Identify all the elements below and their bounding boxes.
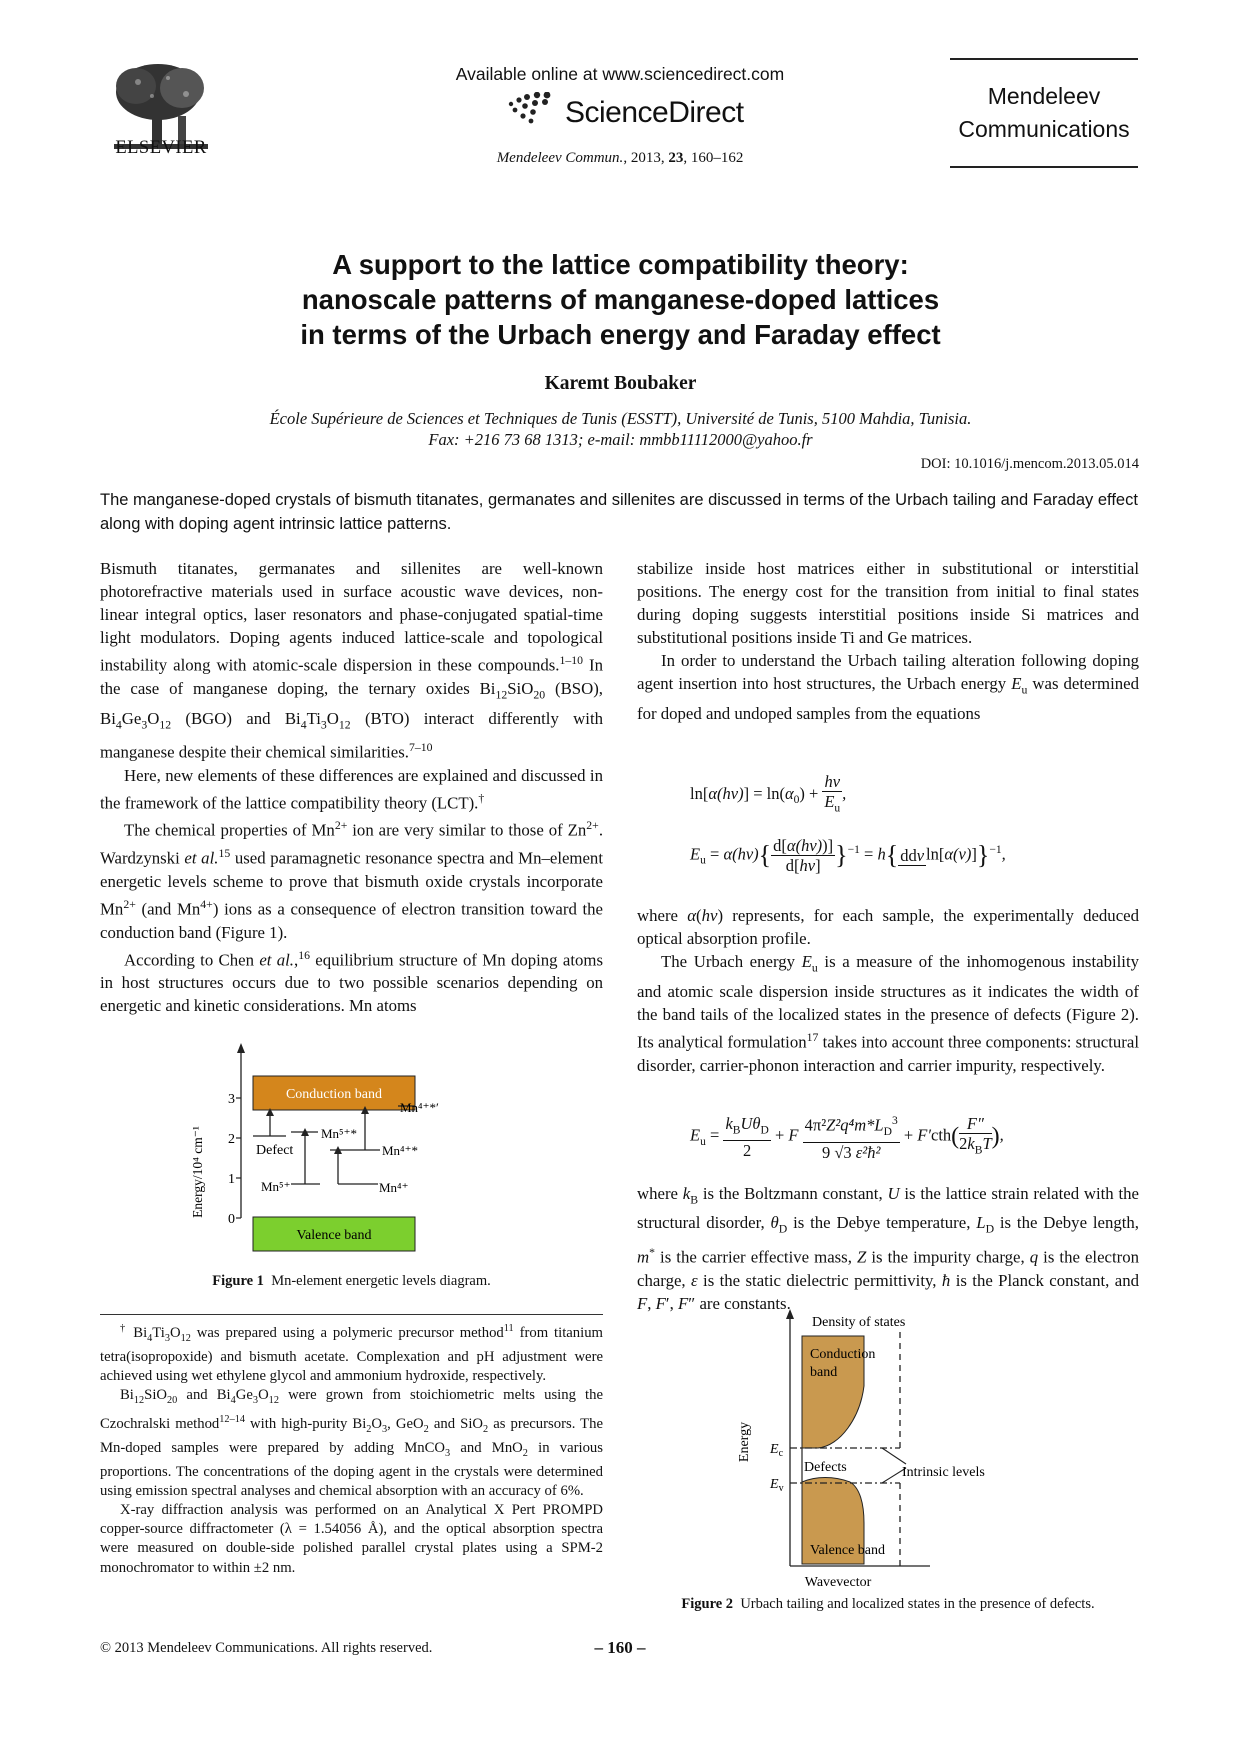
citation-line <box>400 150 840 167</box>
page-number: – 160 – <box>594 1638 646 1657</box>
figure-1-ylabel: Energy/10⁴ cm⁻¹ <box>190 1126 205 1218</box>
p3-text-e: (and Mn <box>135 899 201 919</box>
c2-paragraph-1: stabilize inside host matrices either in substitutional or interstitial positions. The energy cost for the transition from initial to final states during doping suggests interstitial positions inside Si matrices and substitutional positions inside Ti and Ge matrices. <box>637 559 1139 648</box>
c2-p5-text-f: is the carrier effective mass, <box>655 1247 857 1267</box>
c2-paragraph-5: where $k_B$ is the Boltzmann constant, U is the lattice strain related with the structural disorder, $\theta_D$ is the Debye temperature, $L_D$ is the Debye length, m* is the carrier effective mass, Z is the impurity charge, q is the electron charge, ε is the static dielectric permittivity, ħ is the Planck constant, and F, F′, F″ are constants. <box>637 1184 1140 1313</box>
column-left <box>100 557 603 1018</box>
citation-pages: , 160–162 <box>683 150 744 166</box>
column-right-top <box>637 557 1139 725</box>
c2-p5-text-b: is the Boltzmann constant, <box>698 1184 888 1203</box>
equation-3: $E_u$ = $\frac{k_BU\theta_D}{2}$ + F $\frac{4\pi^2Z^2q^4m*L_D^3}{\text{9 √3 ε²ħ²}}$ + F′cth( $\frac{F''}{2k_BT}$ ), <box>690 1113 1004 1162</box>
conduction-band-label: Conduction band <box>285 1087 383 1102</box>
intrinsic-levels-label: Intrinsic levels <box>902 1465 985 1480</box>
equation-2: $E_u = \alpha(h\nu)${ $\frac{d[\alpha(h\nu))]}{d[h\nu]}$ }$^{-1}$ = h{ ddν ln[α(ν)]}$^{-1}$, <box>690 836 1006 875</box>
c2-p4-ref[interactable]: 17 <box>806 1030 819 1044</box>
sciencedirect-logo[interactable] <box>505 92 744 134</box>
c2-p4-text-c: takes into account three components: structural disorder, carrier-phonon interaction and carrier impurity, respectively. <box>637 1032 1140 1075</box>
figure-2-caption-text: Urbach tailing and localized states in the presence of defects. <box>740 1596 1095 1612</box>
affiliation-line-1: École Supérieure de Sciences et Techniques de Tunis (ESSTT), Université de Tunis, 5100 Mahdia, Tunisia. <box>269 409 972 428</box>
article-title <box>150 247 1091 352</box>
c2-p5-text-i: is the static dielectric permittivity, <box>697 1270 942 1290</box>
citation-volume: 23 <box>668 150 684 166</box>
figure-1-caption-label: Figure 1 <box>212 1273 264 1289</box>
tick-1: 1 <box>228 1172 235 1187</box>
paragraph-4: According to Chen et al.,$^{16}$ equilibrium structure of Mn doping atoms in host structures occurs due to two possible scenarios depending on energetic and kinetic considerations. Mn atoms <box>100 948 603 1016</box>
fn2-ref[interactable]: 12–14 <box>219 1414 245 1426</box>
sciencedirect-dots-icon <box>505 92 561 128</box>
figure-2-ylabel: Energy <box>737 1421 752 1463</box>
p4-text-b: equilibrium structure of Mn doping atoms in host structures occurs due to two possible scenarios depending on energetic and kinetic considerations. Mn atoms <box>100 950 603 1016</box>
valence-band-label: Valence band <box>810 1543 886 1558</box>
c2-paragraph-2: In order to understand the Urbach tailing alteration following doping agent insertion into host structures, the Urbach energy $E_u$ was determined for doped and undoped samples from the equations <box>637 651 1139 723</box>
p3-text-b: ion are very similar to those of Zn <box>347 821 587 841</box>
publisher-name: ELSEVIER <box>115 138 207 158</box>
column-right-bottom <box>637 1182 1139 1315</box>
tick-0: 0 <box>228 1212 235 1227</box>
p3-ref[interactable]: 15 <box>218 847 231 861</box>
ec-label: $E_c$ <box>770 1442 784 1459</box>
footnote-rule <box>100 1314 603 1315</box>
paragraph-3: The chemical properties of $Mn^{2+}$ ion are very similar to those of $Zn^{2+}$. Wardzynski et al.$^{15}$ used paramagnetic resonance spectra and Mn–element energetic levels scheme to prove that bismuth oxide crystals incorporate $Mn^{2+}$ (and $Mn^{4+}$) ions as a consequence of electron transition toward the conduction band (Figure 1). <box>100 819 604 942</box>
valence-band-label: Valence band <box>296 1228 372 1243</box>
c2-p5-text-c: is the lattice strain related with the structural disorder, <box>637 1184 1139 1233</box>
figure-1-caption <box>100 1273 603 1290</box>
citation-year: , 2013, <box>623 150 669 166</box>
c2-paragraph-4: The Urbach energy $E_u$ is a measure of the inhomogenous instability and atomic scale dispersion inside structures as it indicates the width of the band tails of the localized states in the presence of defects (Figure 2). Its analytical formulation$^{17}$ takes into account three components: structural disorder, carrier-phonon interaction and carrier impurity, respectively. <box>637 952 1140 1075</box>
c2-p2-text-b: was determined for doped and undoped samples from the equations <box>637 674 1139 723</box>
c2-p5-text-e: is the Debye length, <box>994 1213 1139 1233</box>
c2-p5-text-k: are constants. <box>695 1293 791 1313</box>
p3-text-d: used paramagnetic resonance spectra and Mn–element energetic levels scheme to prove that bismuth oxide crystals incorporate Mn <box>100 848 603 919</box>
footnote-1: † $Bi_4Ti_3O_{12}$ was prepared using a polymeric precursor method$^{11}$ from titanium tetra(isopropoxide) and bismuth acetate. Complexation and pH adjustment were achieved using wet ethylene glycol and ammonium hydroxide, respectively. <box>100 1323 603 1385</box>
figure-2-diagram <box>730 1308 1050 1590</box>
tick-2: 2 <box>228 1132 235 1147</box>
p4-text-a: According to Chen <box>124 950 260 970</box>
c2-paragraph-3: where α(hν) represents, for each sample, the experimentally deduced optical absorption profile. <box>637 906 1139 949</box>
available-online[interactable]: Available online at www.sciencedirect.com <box>455 64 785 84</box>
mn4-label: Mn⁴⁺ <box>379 1180 409 1195</box>
journal-name-line1: Mendeleev <box>987 83 1101 109</box>
abstract: The manganese-doped crystals of bismuth titanates, germanates and sillenites are discussed in terms of the Urbach tailing and Faraday effect along with doping agent intrinsic lattice patterns. <box>100 491 1138 533</box>
footnote-3: X-ray diffraction analysis was performed on an Analytical X Pert PROMPD copper-source diffractometer (λ = 1.54056 Å), and the optical absorption spectra were measured on double-side polished parallel crystal plates using a SPM-2 monochromator to within ±2 nm. <box>100 1502 603 1576</box>
c2-p5-text-a: where <box>637 1184 683 1203</box>
p3-text-f: ) ions as a consequence of electron transition toward the conduction band (Figure 1). <box>100 899 603 942</box>
figure-1-caption-text: Mn-element energetic levels diagram. <box>271 1273 491 1289</box>
fn1-text-c: from titanium tetra(isopropoxide) and bismuth acetate. Complexation and pH adjustment were achieved using wet ethylene glycol and ammonium hydroxide, respectively. <box>100 1324 603 1385</box>
defects-label: Defects <box>804 1460 847 1475</box>
fn2-text-c: as precursors. The Mn-doped samples were prepared by adding MnCO <box>100 1416 604 1457</box>
fn1-ref[interactable]: 11 <box>503 1323 514 1334</box>
title-line-3: in terms of the Urbach energy and Faraday effect <box>300 319 941 350</box>
p1-ref2[interactable]: 7–10 <box>408 740 433 754</box>
c2-p4-text-b: is a measure of the inhomogenous instability and atomic scale dispersion inside structures as it indicates the width of the band tails of the localized states in the presence of defects (Figure 2). Its analytical formulation <box>637 952 1140 1052</box>
ev-label: $E_v$ <box>770 1477 784 1494</box>
p4-etal: et al. <box>259 950 295 970</box>
affiliation-line-2[interactable]: Fax: +216 73 68 1313; e-mail: mmbb11112000@yahoo.fr <box>428 430 813 449</box>
journal-name-line2: Communications <box>958 116 1130 142</box>
p3-text-a: The chemical properties of Mn <box>124 821 335 841</box>
fn2-text-b: with high-purity Bi <box>244 1416 367 1433</box>
conduction-band-label-1: Conduction <box>810 1347 876 1362</box>
figure-1 <box>190 1042 480 1257</box>
defect-label: Defect <box>256 1143 294 1158</box>
c2-p5-text-g: is the impurity charge, <box>866 1247 1030 1267</box>
c2-p2-text-a: In order to understand the Urbach tailing alteration following doping agent insertion into host structures, the Urbach energy <box>637 651 1139 694</box>
c2-p5-text-j: is the Planck constant, and <box>950 1270 1139 1290</box>
paragraph-2 <box>100 764 603 815</box>
p3-etal: et al. <box>184 848 219 868</box>
c2-p3-text-a: where <box>637 906 688 925</box>
figure-2-caption-label: Figure 2 <box>681 1596 734 1612</box>
p2-text: Here, new elements of these differences are explained and discussed in the framework of the lattice compatibility theory (LCT). <box>100 765 603 813</box>
fn1-text-b: was prepared using a polymeric precursor method <box>190 1324 504 1341</box>
c2-p5-text-h: is the electron charge, <box>637 1247 1140 1290</box>
figure-1-diagram <box>190 1042 480 1257</box>
fn2-text-d: in various proportions. The concentrations of the doping agent in the crystals were determined using emission spectral analyses and chemical absorption with an accuracy of 6%. <box>100 1440 603 1500</box>
mn5-label: Mn⁵⁺ <box>261 1179 291 1194</box>
p4-ref[interactable]: 16 <box>298 948 310 962</box>
dagger-ref[interactable]: † <box>478 791 485 805</box>
sciencedirect-wordmark: ScienceDirect <box>565 96 744 129</box>
fn2-text-a: were grown from stoichiometric melts using the Czochralski method <box>100 1387 603 1433</box>
author-name: Karemt Boubaker <box>544 373 697 394</box>
title-line-1: A support to the lattice compatibility theory: <box>332 249 909 280</box>
figure-2-caption <box>637 1596 1139 1613</box>
mn4-star-prime-label: Mn⁴⁺*′ <box>400 1100 439 1115</box>
p1-ref[interactable]: 1–10 <box>559 654 583 668</box>
p1-text-c: (BTO) interact differently with manganese despite their chemical similarities. <box>100 708 604 762</box>
c2-p4-text-a: The Urbach energy <box>661 952 802 972</box>
p3-text-c: . Wardzynski <box>100 821 604 868</box>
elsevier-logo <box>108 58 214 176</box>
equation-1: $\ln[\alpha(h\nu)] = \ln(\alpha_0)$ + $\frac{h\nu}{E_u}$ , <box>690 772 847 815</box>
mn4-star-label: Mn⁴⁺* <box>382 1143 418 1158</box>
footnote-2: $Bi_{12}SiO_{20}$ and $Bi_4Ge_3O_{12}$ were grown from stoichiometric melts using the Czochralski method$^{12-14}$ with high-purity $Bi_2O_3$, GeO$_2$ and SiO$_2$ as precursors. The Mn-doped samples were prepared by adding MnCO$_3$ and MnO$_2$ in various proportions. The concentrations of the doping agent in the crystals were determined using emission spectral analyses and chemical absorption with an accuracy of 6%. <box>100 1387 604 1500</box>
journal-name-box <box>950 58 1138 168</box>
figure-2-xlabel: Wavevector <box>804 1575 872 1590</box>
figure-2-title: Density of states <box>812 1315 906 1330</box>
figure-2 <box>730 1308 1050 1590</box>
column-right-middle <box>637 904 1139 1077</box>
citation-journal: Mendeleev Commun. <box>496 150 624 166</box>
tick-3: 3 <box>228 1092 235 1107</box>
affiliation <box>160 408 1081 450</box>
doi[interactable]: DOI: 10.1016/j.mencom.2013.05.014 <box>920 456 1139 472</box>
mn5-star-label: Mn⁵⁺* <box>321 1126 357 1141</box>
conduction-band-label-2: band <box>810 1365 838 1380</box>
copyright: © 2013 Mendeleev Communications. All rights reserved. <box>100 1640 433 1656</box>
footnotes <box>100 1319 603 1578</box>
p1-text-b: In the case of manganese doping, the ternary oxides Bi <box>100 655 603 699</box>
p1-text-a: Bismuth titanates, germanates and sillenites are well-known photorefractive materials used in surface acoustic wave devices, non-linear integral optics, laser resonators and phase-conjugated spatial-time light modulators. Doping agents induced lattice-scale and topological instability along with atomic-scale dispersion in these compounds. <box>100 559 603 675</box>
paragraph-1: Bismuth titanates, germanates and sillenites are well-known photorefractive materials used in surface acoustic wave devices, non-linear integral optics, laser resonators and phase-conjugated spatial-time light modulators. Doping agents induced lattice-scale and topological instability along with atomic-scale dispersion in these compounds.$^{1-10}$ In the case of manganese doping, the ternary oxides $Bi_{12}SiO_{20}$ (BSO), $Bi_4Ge_3O_{12}$ (BGO) and $Bi_4Ti_3O_{12}$ (BTO) interact differently with manganese despite their chemical similarities.$^{7-10}$ <box>100 559 604 762</box>
fn1-text-a: Bi <box>127 1324 148 1341</box>
title-line-2: nanoscale patterns of manganese-doped lattices <box>301 284 940 315</box>
c2-p5-text-d: is the Debye temperature, <box>787 1213 977 1233</box>
c2-p3-text-b: represents, for each sample, the experimentally deduced optical absorption profile. <box>637 906 1139 949</box>
